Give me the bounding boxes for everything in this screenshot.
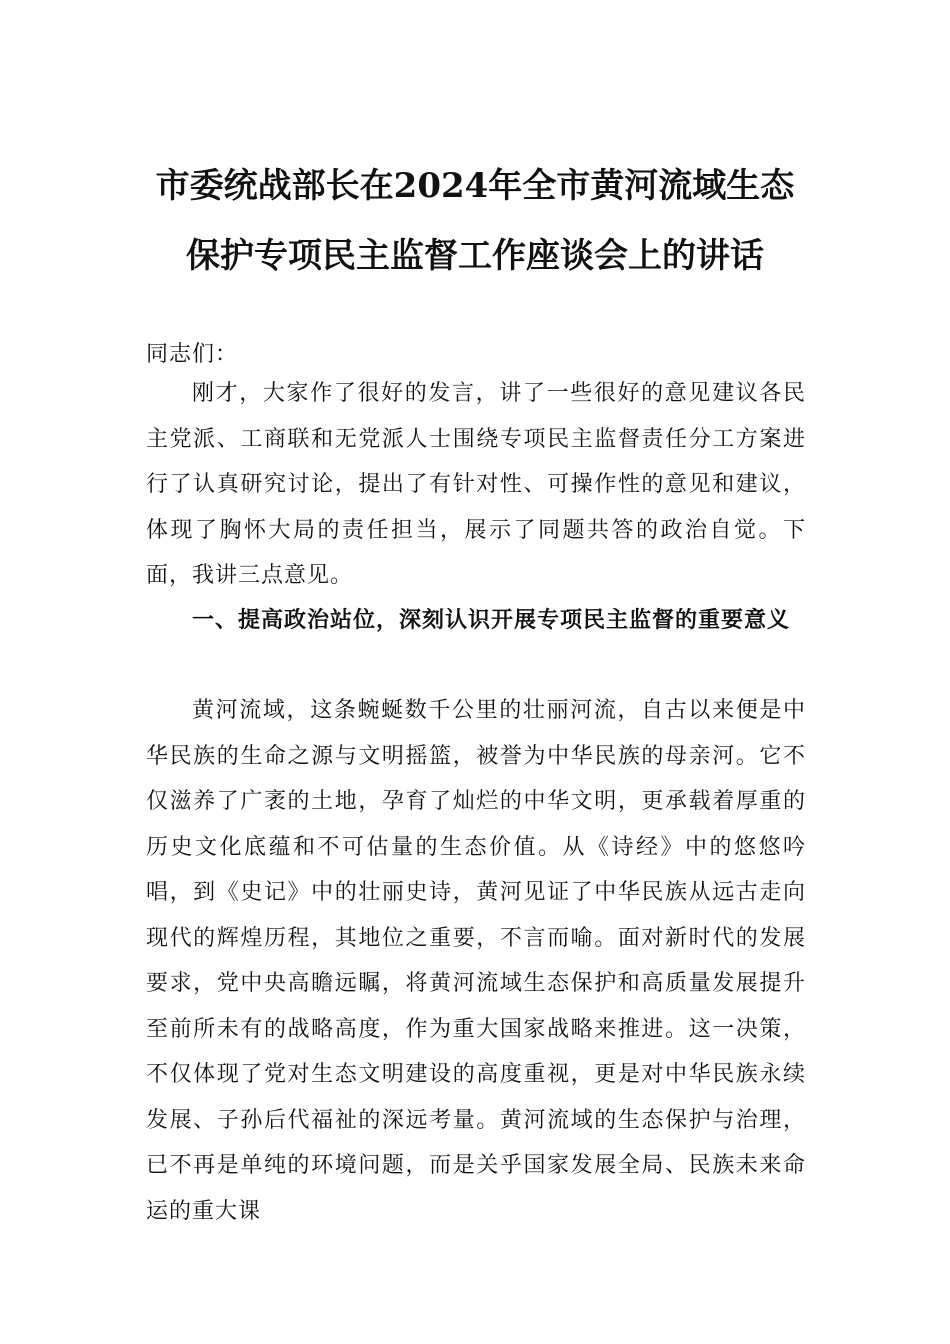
section-heading-1: 一、提高政治站位，深刻认识开展专项民主监督的重要意义 bbox=[192, 608, 791, 633]
document-title-line-2: 保护专项民主监督工作座谈会上的讲话 bbox=[186, 236, 764, 276]
paragraph-section-1: 黄河流域，这条蜿蜒数千公里的壮丽河流，自古以来便是中华民族的生命之源与文明摇篮，被誉为中华民族的母亲河。它不仅滋养了广袤的土地，孕育了灿烂的中华文明，更承载着厚重的历史文化底蕴和不可估量的生态价值。从《诗经》中的悠悠吟唱，到《史记》中的壮丽史诗，黄河见证了中华民族从远古走向现代的辉煌历程，其地位之重要，不言而喻。面对新时代的发展要求，党中央高瞻远瞩，将黄河流域生态保护和高质量发展提升至前所未有的战略高度，作为重大国家战略来推进。这一决策，不仅体现了党对生态文明建设的高度重视，更是对中华民族永续发展、子孙后代福祉的深远考量。黄河流域的生态保护与治理，已不再是单纯的环境问题，而是关乎国家发展全局、民族未来命运的重大课 bbox=[146, 698, 806, 1224]
document-title-line-1: 市委统战部长在2024年全市黄河流域生态 bbox=[155, 166, 795, 206]
paragraph-opening: 刚才，大家作了很好的发言，讲了一些很好的意见建议各民主党派、工商联和无党派人士围绕专项民主监督责任分工方案进行了认真研究讨论，提出了有针对性、可操作性的意见和建议，体现了胸怀大局的责任担当，展示了同题共答的政治自觉。下面，我讲三点意见。 bbox=[146, 381, 806, 588]
salutation: 同志们： bbox=[146, 342, 239, 367]
